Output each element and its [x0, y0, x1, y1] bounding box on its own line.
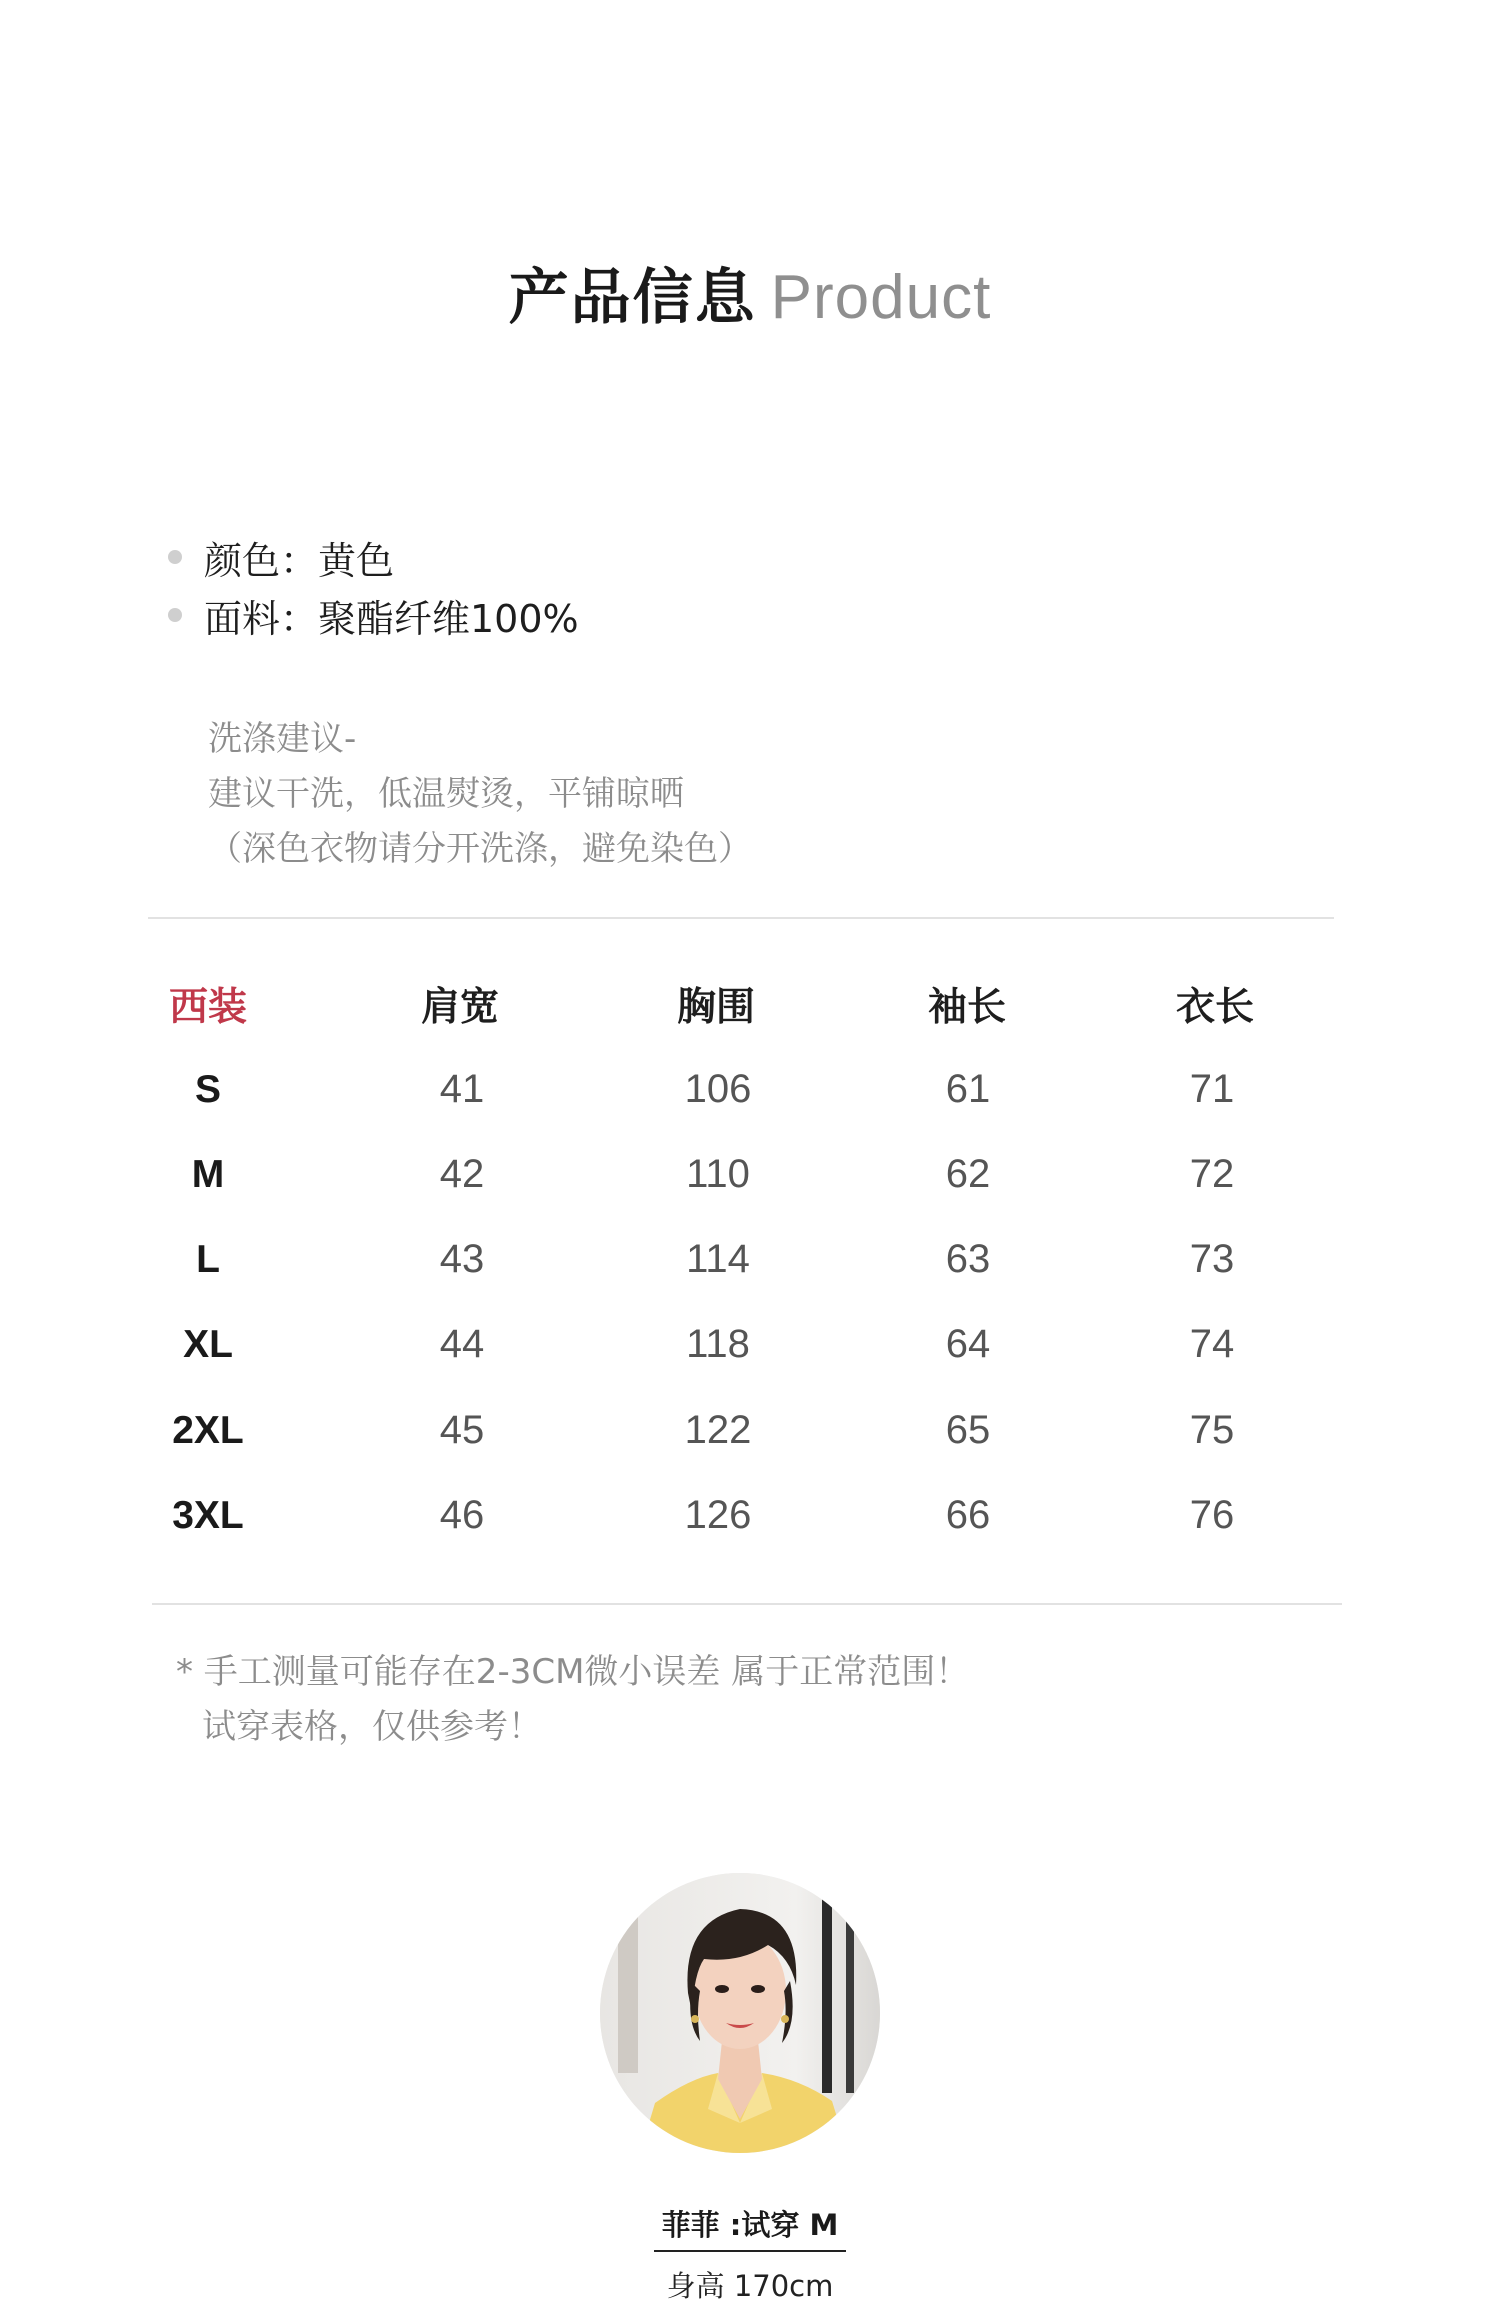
table-cell: 74 [1189, 1322, 1235, 1366]
table-cell: 63 [945, 1237, 991, 1281]
table-cell: 61 [945, 1067, 991, 1111]
model-avatar [600, 1873, 880, 2153]
bullet-icon [168, 550, 182, 564]
attribute-color-label: 颜色：黄色 [204, 538, 395, 583]
table-cell: 76 [1189, 1493, 1235, 1537]
note-line: * 手工测量可能存在2-3CM微小误差 属于正常范围！ [176, 1652, 970, 1692]
measurement-note [176, 1645, 969, 1755]
divider [148, 917, 1334, 919]
table-cell: 114 [686, 1237, 750, 1281]
table-row-size: 3XL [172, 1494, 244, 1537]
table-header-sleeve: 袖长 [927, 985, 1007, 1030]
attribute-fabric [168, 586, 579, 644]
model-name [0, 2203, 1500, 2252]
attribute-fabric-label: 面料：聚酯纤维100% [204, 596, 579, 641]
note-line: 试穿表格，仅供参考！ [202, 1707, 542, 1747]
section-header [0, 250, 1500, 336]
table-header-shoulder: 肩宽 [420, 985, 500, 1030]
table-cell: 62 [945, 1152, 991, 1196]
table-header-category: 西装 [168, 985, 248, 1030]
table-row-size: S [194, 1068, 222, 1111]
section-title-cn: 产品信息 [508, 263, 757, 333]
table-cell: 41 [439, 1067, 485, 1111]
table-cell: 44 [439, 1322, 485, 1366]
table-cell: 75 [1189, 1408, 1235, 1452]
table-cell: 110 [686, 1152, 750, 1196]
table-cell: 71 [1189, 1067, 1235, 1111]
table-header-chest: 胸围 [676, 985, 756, 1030]
care-line: （深色衣物请分开洗涤，避免染色） [208, 829, 752, 869]
model-photo [600, 1873, 880, 2153]
model-height: 身高 170cm [666, 2269, 834, 2303]
table-row-size: 2XL [172, 1409, 244, 1452]
table-cell: 66 [945, 1493, 991, 1537]
table-cell: 122 [684, 1408, 752, 1452]
care-line: 洗涤建议- [208, 719, 357, 759]
table-cell: 106 [684, 1067, 752, 1111]
divider [152, 1603, 1342, 1605]
table-cell: 126 [684, 1493, 752, 1537]
table-cell: 118 [686, 1322, 750, 1366]
table-cell: 73 [1189, 1237, 1235, 1281]
care-line: 建议干洗，低温熨烫，平铺晾晒 [208, 774, 684, 814]
table-cell: 65 [945, 1408, 991, 1452]
table-cell: 45 [439, 1408, 485, 1452]
table-cell: 42 [439, 1152, 485, 1196]
table-cell: 43 [439, 1237, 485, 1281]
table-header-length: 衣长 [1175, 985, 1255, 1030]
table-cell: 64 [945, 1322, 991, 1366]
care-instructions [208, 712, 752, 877]
table-row-size: XL [183, 1323, 233, 1366]
table-cell: 72 [1189, 1152, 1235, 1196]
attribute-color [168, 528, 579, 586]
table-row-size: L [196, 1238, 220, 1281]
bullet-icon [168, 608, 182, 622]
table-cell: 46 [439, 1493, 485, 1537]
model-name-label: 菲菲 :试穿 M [654, 2203, 847, 2252]
table-row-size: M [191, 1153, 225, 1196]
section-title-en: Product [770, 263, 992, 332]
attribute-list [168, 528, 579, 644]
